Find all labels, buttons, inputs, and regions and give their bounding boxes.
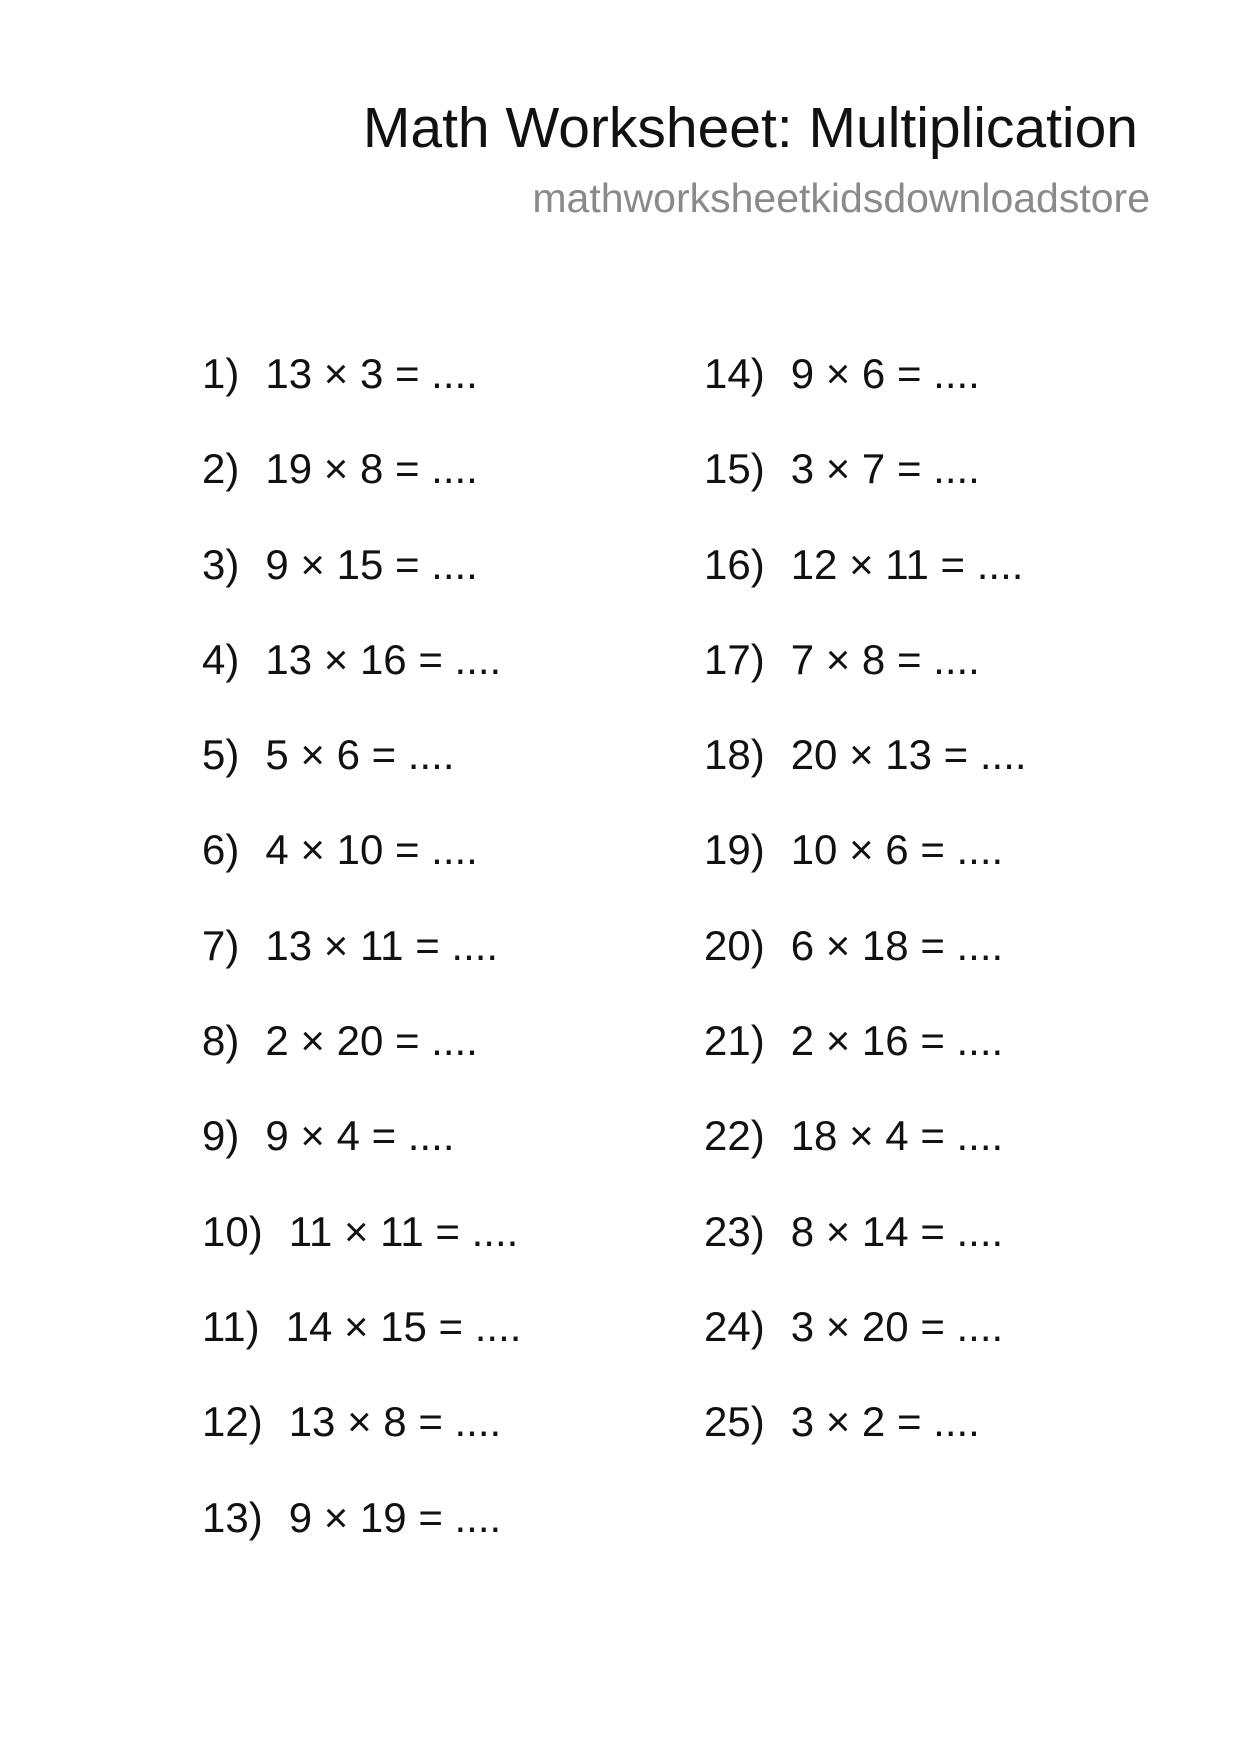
problem-expression: 4 × 10 = .... <box>265 826 478 874</box>
problem-item <box>202 1017 521 1112</box>
problem-number: 11) <box>202 1302 260 1350</box>
problem-expression: 13 × 11 = .... <box>265 921 499 969</box>
problem-item <box>202 826 521 921</box>
problem-item <box>202 1494 521 1589</box>
problem-expression: 20 × 13 = .... <box>790 731 1027 779</box>
problem-item <box>202 731 521 826</box>
problem-item <box>202 922 521 1017</box>
problem-expression: 8 × 14 = .... <box>790 1207 1004 1255</box>
problem-expression: 13 × 3 = .... <box>265 350 478 397</box>
problem-item <box>202 1208 521 1303</box>
problem-expression: 9 × 6 = .... <box>790 350 980 397</box>
problem-number: 13) <box>202 1493 263 1541</box>
problem-expression: 13 × 8 = .... <box>288 1398 502 1446</box>
problem-number: 10) <box>202 1207 263 1255</box>
problem-item <box>704 1208 1027 1303</box>
worksheet-subtitle: mathworksheetkidsdownloadstore <box>532 175 1150 221</box>
problem-item <box>704 826 1027 921</box>
problem-expression: 9 × 15 = .... <box>265 540 478 588</box>
problem-number: 4) <box>202 635 240 683</box>
problem-number: 3) <box>202 540 240 588</box>
problem-item <box>202 445 521 540</box>
problem-number: 18) <box>704 731 765 779</box>
problem-item <box>704 541 1027 636</box>
problem-expression: 7 × 8 = .... <box>790 635 980 683</box>
problem-number: 17) <box>704 635 765 683</box>
problem-expression: 2 × 16 = .... <box>790 1017 1004 1065</box>
problem-number: 21) <box>704 1017 765 1065</box>
problem-expression: 9 × 19 = .... <box>288 1493 502 1541</box>
problem-item <box>704 350 1027 445</box>
problems-column-right <box>704 350 1027 1494</box>
problem-item <box>202 1303 521 1398</box>
problem-expression: 9 × 4 = .... <box>265 1112 455 1160</box>
problem-number: 7) <box>202 921 240 969</box>
problem-item <box>704 1112 1027 1207</box>
problem-number: 22) <box>704 1112 765 1160</box>
problem-number: 16) <box>704 540 765 588</box>
problem-number: 23) <box>704 1207 765 1255</box>
problems-column-left <box>202 350 521 1589</box>
problem-item <box>202 1112 521 1207</box>
problem-expression: 18 × 4 = .... <box>790 1112 1004 1160</box>
problem-expression: 14 × 15 = .... <box>285 1302 522 1350</box>
problem-item <box>202 541 521 636</box>
problem-number: 8) <box>202 1017 240 1065</box>
problem-item <box>704 922 1027 1017</box>
problem-expression: 12 × 11 = .... <box>790 540 1024 588</box>
problem-item <box>202 636 521 731</box>
problem-number: 19) <box>704 826 765 874</box>
problem-expression: 3 × 2 = .... <box>790 1398 980 1446</box>
problem-item <box>202 1398 521 1493</box>
worksheet-title: Math Worksheet: Multiplication <box>362 96 1138 160</box>
problem-expression: 2 × 20 = .... <box>265 1017 478 1065</box>
problem-item <box>704 1398 1027 1493</box>
problem-item <box>704 731 1027 826</box>
worksheet-header <box>363 96 1150 222</box>
problem-number: 20) <box>704 921 765 969</box>
problem-number: 2) <box>202 445 240 493</box>
problem-number: 25) <box>704 1398 765 1446</box>
problem-item <box>704 636 1027 731</box>
problem-item <box>704 445 1027 540</box>
problem-expression: 11 × 11 = .... <box>288 1207 519 1255</box>
problem-expression: 6 × 18 = .... <box>790 921 1004 969</box>
problem-number: 12) <box>202 1398 263 1446</box>
problem-expression: 5 × 6 = .... <box>265 731 455 779</box>
problem-number: 1) <box>202 350 240 397</box>
problem-expression: 13 × 16 = .... <box>265 635 502 683</box>
problem-expression: 3 × 20 = .... <box>790 1302 1004 1350</box>
problem-item <box>202 350 521 445</box>
problem-number: 14) <box>704 350 765 397</box>
problem-item <box>704 1017 1027 1112</box>
problem-item <box>704 1303 1027 1398</box>
problem-number: 6) <box>202 826 240 874</box>
problem-expression: 19 × 8 = .... <box>265 445 478 493</box>
problem-number: 24) <box>704 1302 765 1350</box>
problem-number: 15) <box>704 445 765 493</box>
problem-number: 9) <box>202 1112 240 1160</box>
problem-expression: 3 × 7 = .... <box>790 445 980 493</box>
problem-expression: 10 × 6 = .... <box>790 826 1004 874</box>
problem-number: 5) <box>202 731 240 779</box>
